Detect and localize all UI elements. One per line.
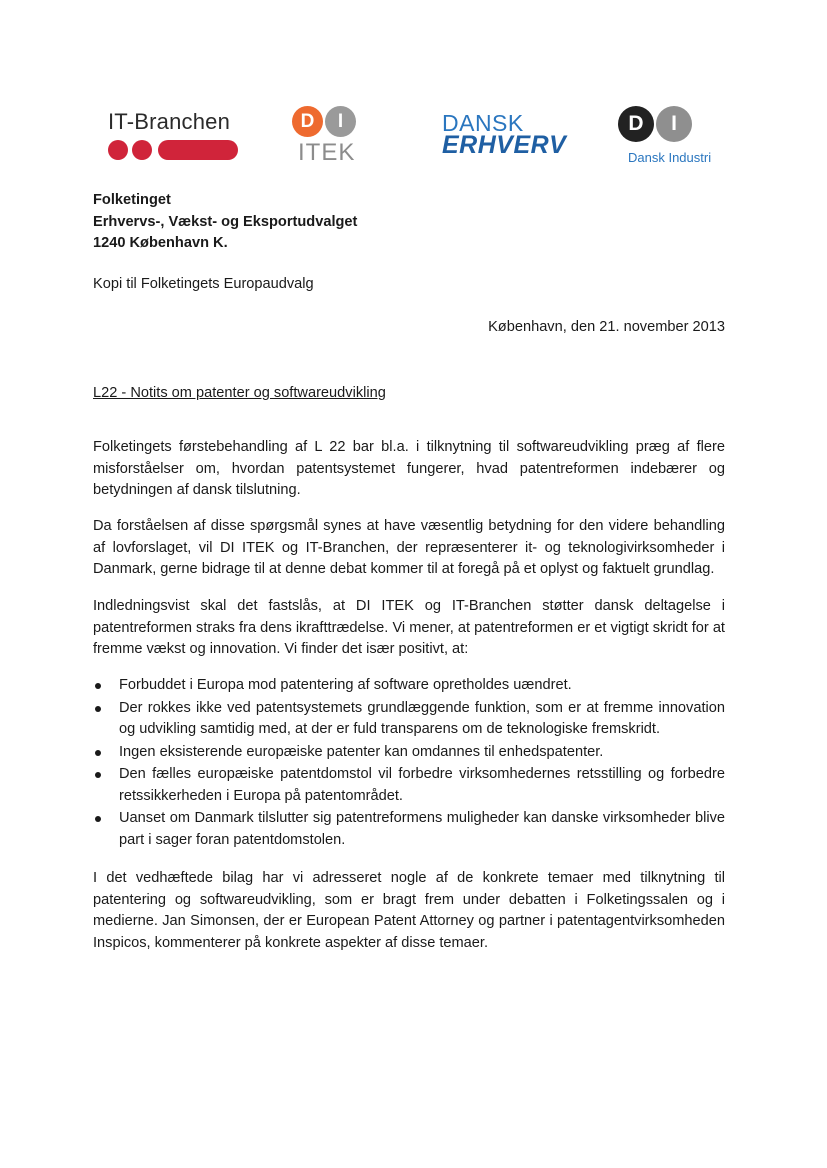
bullet-icon bbox=[95, 750, 101, 756]
letter-date: København, den 21. november 2013 bbox=[488, 319, 725, 335]
dansk-erhverv-logo bbox=[442, 112, 566, 158]
bullet-icon bbox=[95, 706, 101, 712]
bullet-text: Der rokkes ikke ved patentsystemets grundlæggende funktion, som er at fremme innovation og udvikling samtidig med, at der er fuld transparens om de teknologiske fremskridt. bbox=[119, 699, 725, 737]
di-itek-d-circle: D bbox=[292, 106, 323, 137]
body-paragraph-2: Da forståelsen af disse spørgsmål synes at have væsentlig betydning for den videre behandling af lovforslaget, vil DI ITEK og IT-Branchen, der repræsenterer it- og teknologivirksomheder i Danmark, gerne bidrage til at denne debat kommer til at foregå på et oplyst og faktuelt grundlag. bbox=[93, 518, 725, 577]
bullet-text: Forbuddet i Europa mod patentering af software opretholdes uændret. bbox=[119, 677, 572, 693]
bullet-item bbox=[93, 808, 725, 851]
dansk-erhverv-line2: ERHVERV bbox=[442, 131, 567, 159]
di-itek-logo bbox=[292, 106, 366, 166]
bullet-icon bbox=[95, 772, 101, 778]
di-itek-i-circle: I bbox=[325, 106, 356, 137]
bullet-item bbox=[93, 675, 725, 697]
recipient-address bbox=[93, 190, 725, 255]
dansk-industri-i-circle: I bbox=[656, 106, 692, 142]
bullet-item bbox=[93, 742, 725, 764]
it-branchen-logo-text: IT-Branchen bbox=[108, 109, 231, 134]
dansk-industri-logo-text: Dansk Industri bbox=[628, 150, 712, 165]
body-paragraph-1: Folketingets førstebehandling af L 22 bar bl.a. i tilknytning til softwareudvikling præg af flere misforståelser om, hvordan patentsystemet fungerer, hvad patentreformen indebærer og betydningen af dansk tilslutning. bbox=[93, 439, 725, 498]
bullet-text: Den fælles europæiske patentdomstol vil forbedre virksomhedernes retsstilling og forbedre retssikkerheden i Europa på patentområdet. bbox=[119, 766, 725, 804]
bullet-icon bbox=[95, 816, 101, 822]
recipient-line-1: Folketinget bbox=[93, 192, 171, 208]
body-paragraph-3: Indledningsvist skal det fastslås, at DI ITEK og IT-Branchen støtter dansk deltagelse i patentreformen straks fra dens ikrafttrædelse. Vi mener, at patentreformen er et vigtigt skridt for at fremme vækst og innovation. Vi finder det især positivt, at: bbox=[93, 598, 725, 657]
di-itek-logo-text: ITEK bbox=[298, 139, 356, 166]
logo-pill-icon bbox=[158, 140, 238, 160]
copy-to-line: Kopi til Folketingets Europaudvalg bbox=[93, 276, 314, 292]
bullet-text: Ingen eksisterende europæiske patenter kan omdannes til enhedspatenter. bbox=[119, 743, 604, 760]
recipient-line-3: 1240 København K. bbox=[93, 235, 228, 251]
body-paragraph-4: I det vedhæftede bilag har vi adresseret nogle af de konkrete temaer med tilknytning til patentering og softwareudvikling, som er bragt frem under debatten i Folketingssalen og i medierne. Jan Simonsen, der er European Patent Attorney og partner i patentagentvirksomheden Inspicos, kommenterer på konkrete aspekter af disse temaer. bbox=[93, 870, 725, 951]
it-branchen-logo bbox=[108, 110, 238, 160]
dansk-erhverv-line1: DANSK bbox=[442, 110, 524, 136]
logo-dot-icon bbox=[132, 140, 152, 160]
bullet-item bbox=[93, 698, 725, 741]
dansk-industri-d-circle: D bbox=[618, 106, 654, 142]
bullet-item bbox=[93, 764, 725, 807]
letter-subject: L22 - Notits om patenter og softwareudvikling bbox=[93, 385, 386, 401]
bullet-list bbox=[93, 675, 725, 852]
bullet-icon bbox=[95, 683, 101, 689]
recipient-line-2: Erhvervs-, Vækst- og Eksportudvalget bbox=[93, 213, 358, 230]
bullet-text: Uanset om Danmark tilslutter sig patentreformens muligheder kan danske virksomheder blive part i sager foran patentdomstolen. bbox=[119, 810, 725, 848]
logo-dot-icon bbox=[108, 140, 128, 160]
dansk-industri-logo bbox=[618, 106, 718, 168]
